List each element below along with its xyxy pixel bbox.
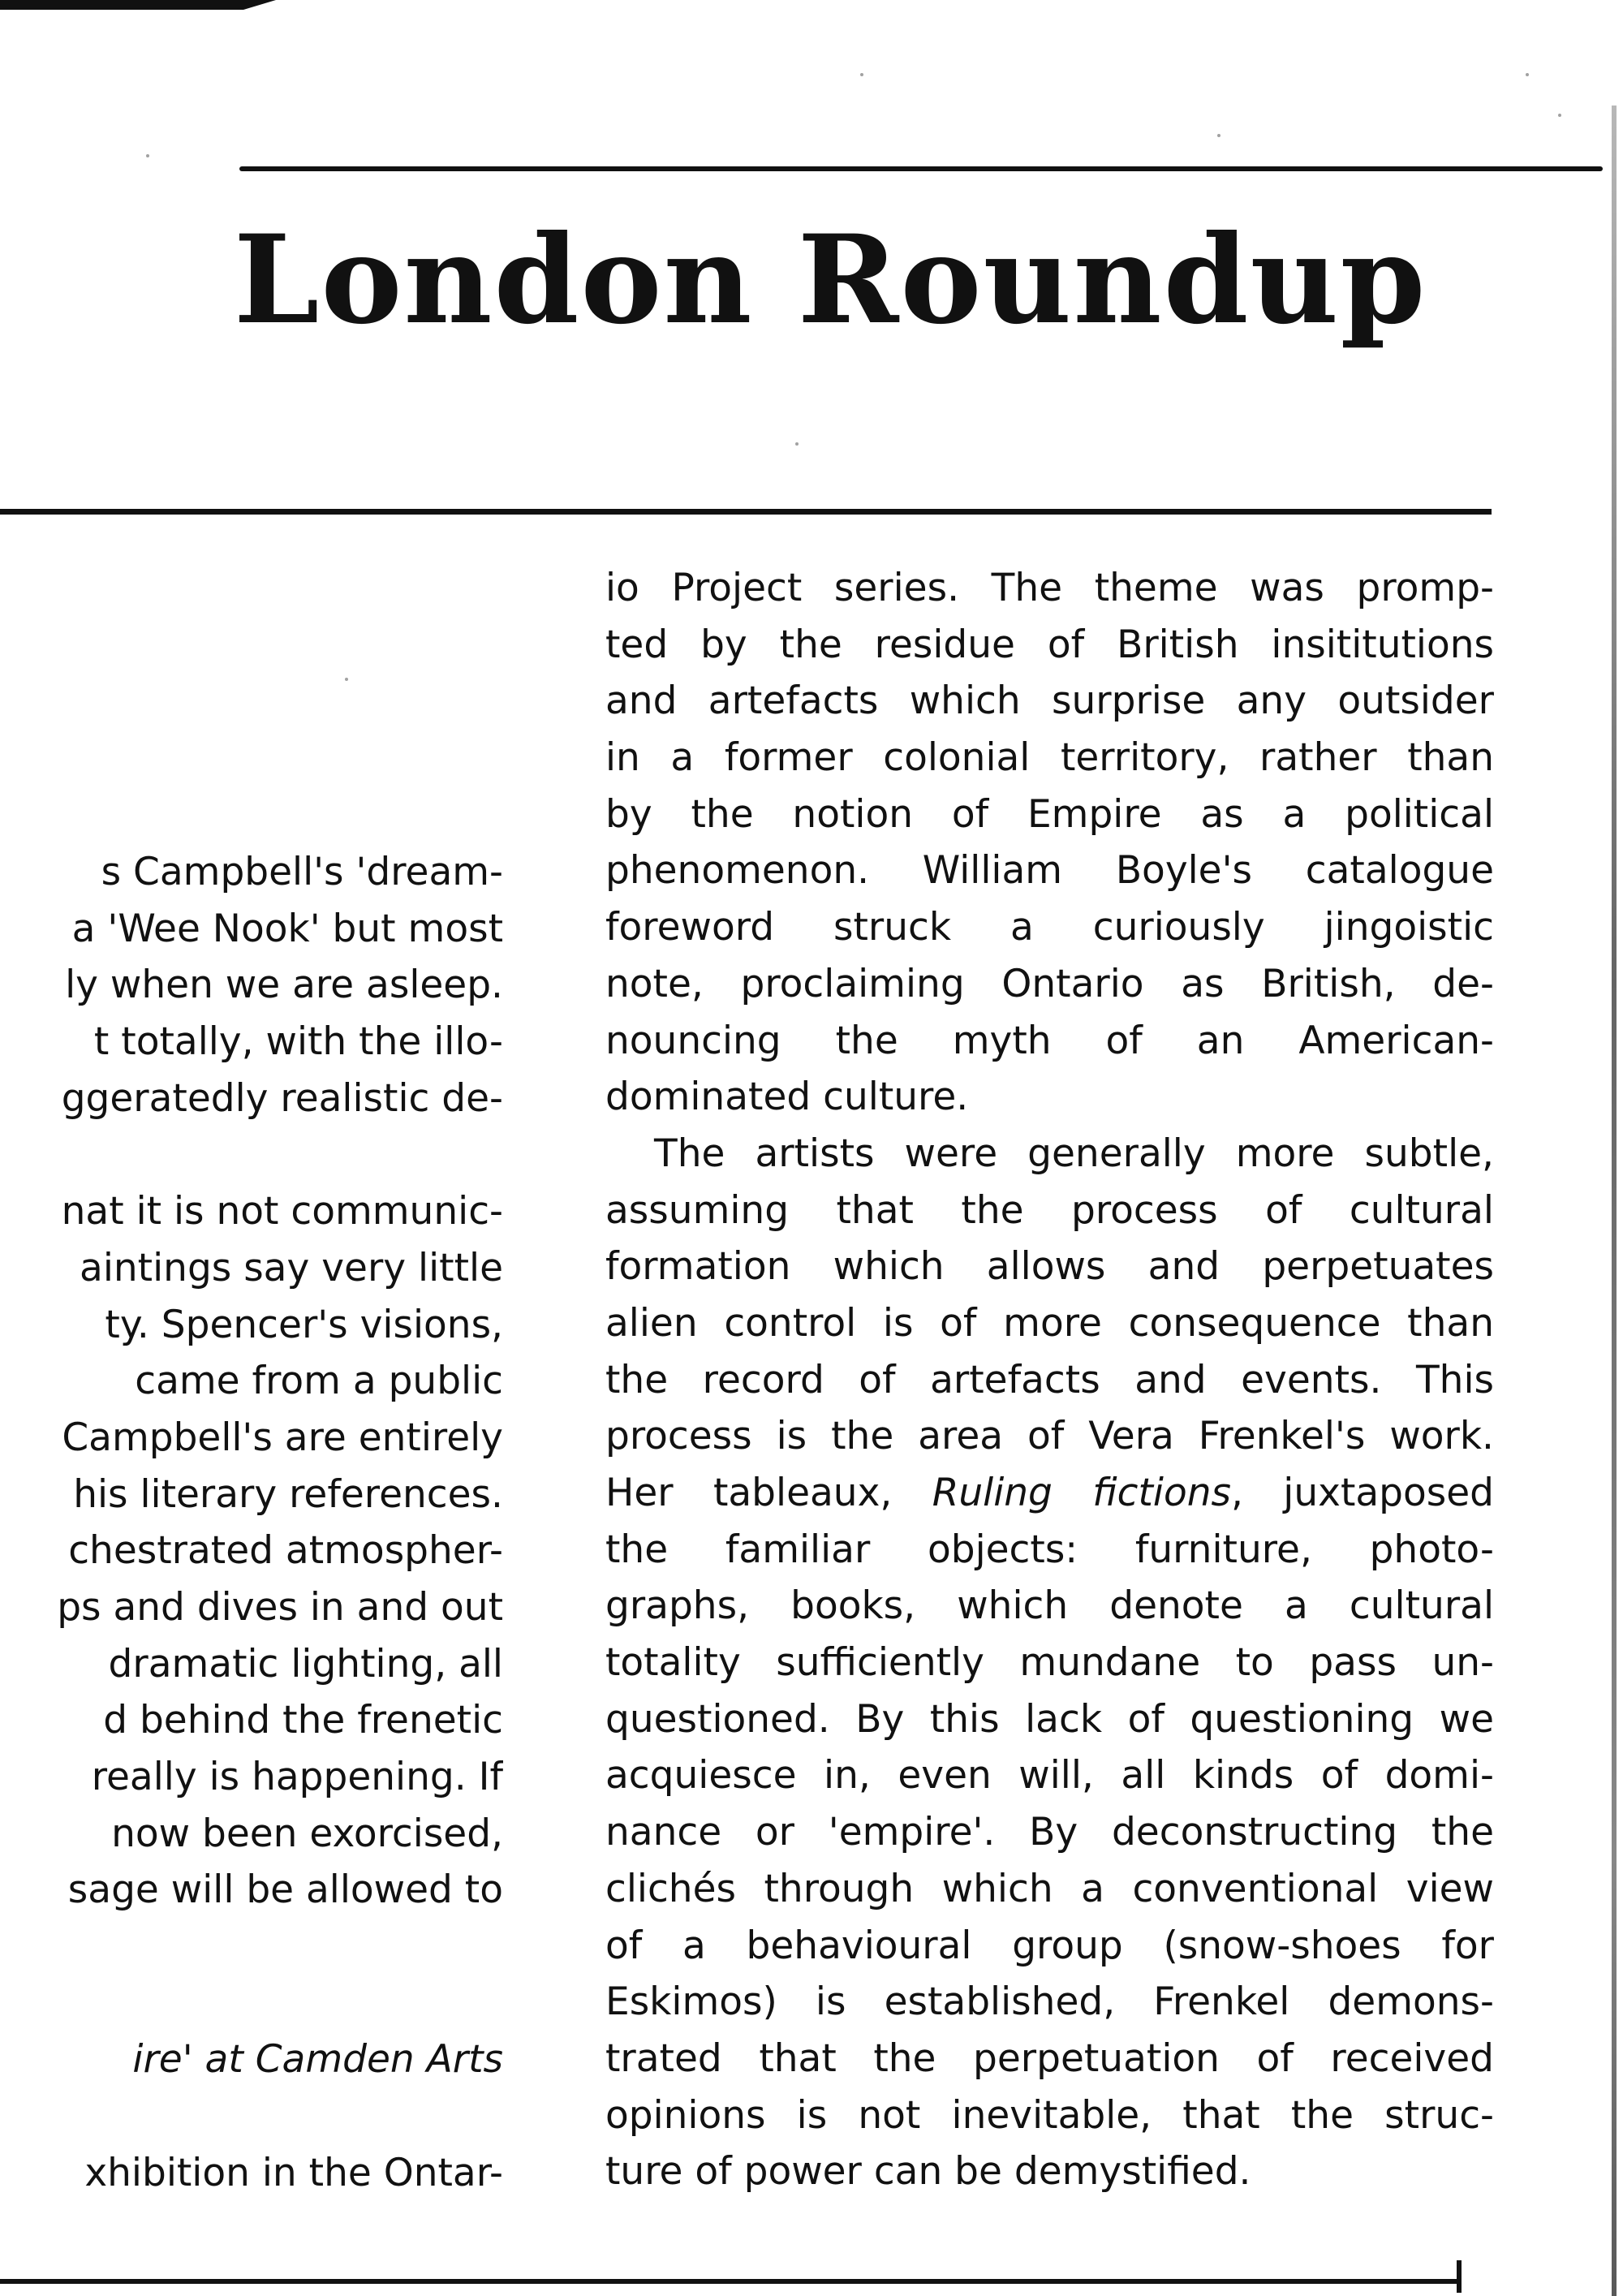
right-column-line: alien control is of more consequence than xyxy=(605,1300,1494,1346)
right-column-line: totality sufficiently mundane to pass un- xyxy=(605,1640,1494,1686)
right-column-line: trated that the perpetuation of received xyxy=(605,2035,1494,2081)
right-column-line: nouncing the myth of an American- xyxy=(605,1018,1494,1063)
left-column-line: xhibition in the Ontar- xyxy=(84,2150,503,2195)
scan-speckle xyxy=(1526,73,1529,76)
right-column-line: and artefacts which surprise any outsider xyxy=(605,678,1494,724)
text-run: Her tableaux, xyxy=(605,1471,932,1515)
right-column-line: opinions is not inevitable, that the struc- xyxy=(605,2092,1494,2138)
scan-speckle xyxy=(860,73,863,76)
paragraph-gap xyxy=(0,1919,503,1975)
right-column-line: in a former colonial territory, rather than xyxy=(605,735,1494,781)
left-column-line: Campbell's are entirely xyxy=(62,1415,503,1460)
scan-speckle xyxy=(795,442,799,446)
bottom-rule-tick xyxy=(1457,2260,1462,2293)
right-column-line: phenomenon. William Boyle's catalogue xyxy=(605,848,1494,894)
right-column-line: the familiar objects: furniture, photo- xyxy=(605,1527,1494,1572)
right-column-line: foreword struck a curiously jingoistic xyxy=(605,905,1494,950)
paragraph-gap xyxy=(0,1126,503,1183)
right-column-line: dominated culture. xyxy=(605,1075,969,1120)
page-edge-shadow xyxy=(1612,106,1617,2296)
paragraph-gap xyxy=(0,2088,503,2145)
right-column-line: graphs, books, which denote a cultural xyxy=(605,1583,1494,1629)
right-column-line: clichés through which a conventional view xyxy=(605,1866,1494,1911)
text-run: , juxtaposed xyxy=(1230,1471,1495,1515)
scan-speckle xyxy=(1217,134,1220,137)
right-column-line: note, proclaiming Ontario as British, de- xyxy=(605,961,1494,1006)
right-column-line: by the notion of Empire as a political xyxy=(605,791,1494,837)
paragraph-gap xyxy=(0,1975,503,2032)
left-column-line: ps and dives in and out xyxy=(57,1584,503,1630)
left-column-line: now been exorcised, xyxy=(111,1811,503,1856)
scan-speckle xyxy=(146,154,149,157)
right-column-line xyxy=(605,1465,1494,1522)
left-column-line: ly when we are asleep. xyxy=(65,963,503,1008)
right-column-line: the record of artefacts and events. This xyxy=(605,1357,1494,1402)
left-column-line xyxy=(0,2031,503,2088)
headline-divider xyxy=(0,509,1492,515)
right-column-line: io Project series. The theme was promp- xyxy=(605,566,1494,610)
left-column-line: really is happening. If xyxy=(91,1755,503,1799)
left-column-line: t totally, with the illo- xyxy=(93,1019,503,1065)
left-column-line: a 'Wee Nook' but most xyxy=(71,906,503,951)
right-column-line: assuming that the process of cultural xyxy=(605,1187,1494,1233)
left-column-line: aintings say very little xyxy=(80,1245,503,1290)
left-column xyxy=(0,844,503,2202)
right-column-line: questioned. By this lack of questioning we xyxy=(605,1696,1494,1742)
right-column-line: of a behavioural group (snow-shoes for xyxy=(605,1923,1494,1968)
left-column-line: chestrated atmospher- xyxy=(68,1528,503,1574)
left-column-line: ggeratedly realistic de- xyxy=(61,1075,503,1121)
left-column-line: s Campbell's 'dream- xyxy=(101,850,503,894)
left-column-line: dramatic lighting, all xyxy=(108,1641,503,1686)
article-headline: London Roundup xyxy=(234,209,1427,351)
left-column-line: his literary references. xyxy=(73,1471,503,1517)
right-column-line: acquiesce in, even will, all kinds of domi- xyxy=(605,1753,1494,1798)
bottom-rule xyxy=(0,2279,1461,2284)
left-column-line: ty. Spencer's visions, xyxy=(105,1302,503,1347)
left-column-line: nat it is not communic- xyxy=(61,1189,503,1234)
right-column-line: The artists were generally more subtle, xyxy=(654,1131,1494,1176)
right-column-line: process is the area of Vera Frenkel's work. xyxy=(605,1414,1494,1459)
scan-speckle xyxy=(345,678,348,681)
left-column-line: came from a public xyxy=(135,1359,503,1404)
scan-corner-mark xyxy=(0,0,243,10)
right-column-line: formation which allows and perpetuates xyxy=(605,1244,1494,1290)
left-column-line: sage will be allowed to xyxy=(67,1867,503,1913)
right-column-line: ture of power can be demystified. xyxy=(605,2149,1251,2195)
top-rule xyxy=(239,166,1603,171)
scan-speckle xyxy=(1558,114,1561,117)
italic-work-title: Ruling fictions xyxy=(932,1471,1231,1515)
right-column-line: Eskimos) is established, Frenkel demons- xyxy=(605,1979,1494,2025)
right-column-line: nance or 'empire'. By deconstructing the xyxy=(605,1810,1494,1855)
italic-exhibition-title: ire' at Camden Arts xyxy=(132,2037,503,2083)
right-column xyxy=(605,560,1494,2200)
right-column-line: ted by the residue of British insititutions xyxy=(605,622,1494,667)
left-column-line: d behind the frenetic xyxy=(103,1698,503,1743)
